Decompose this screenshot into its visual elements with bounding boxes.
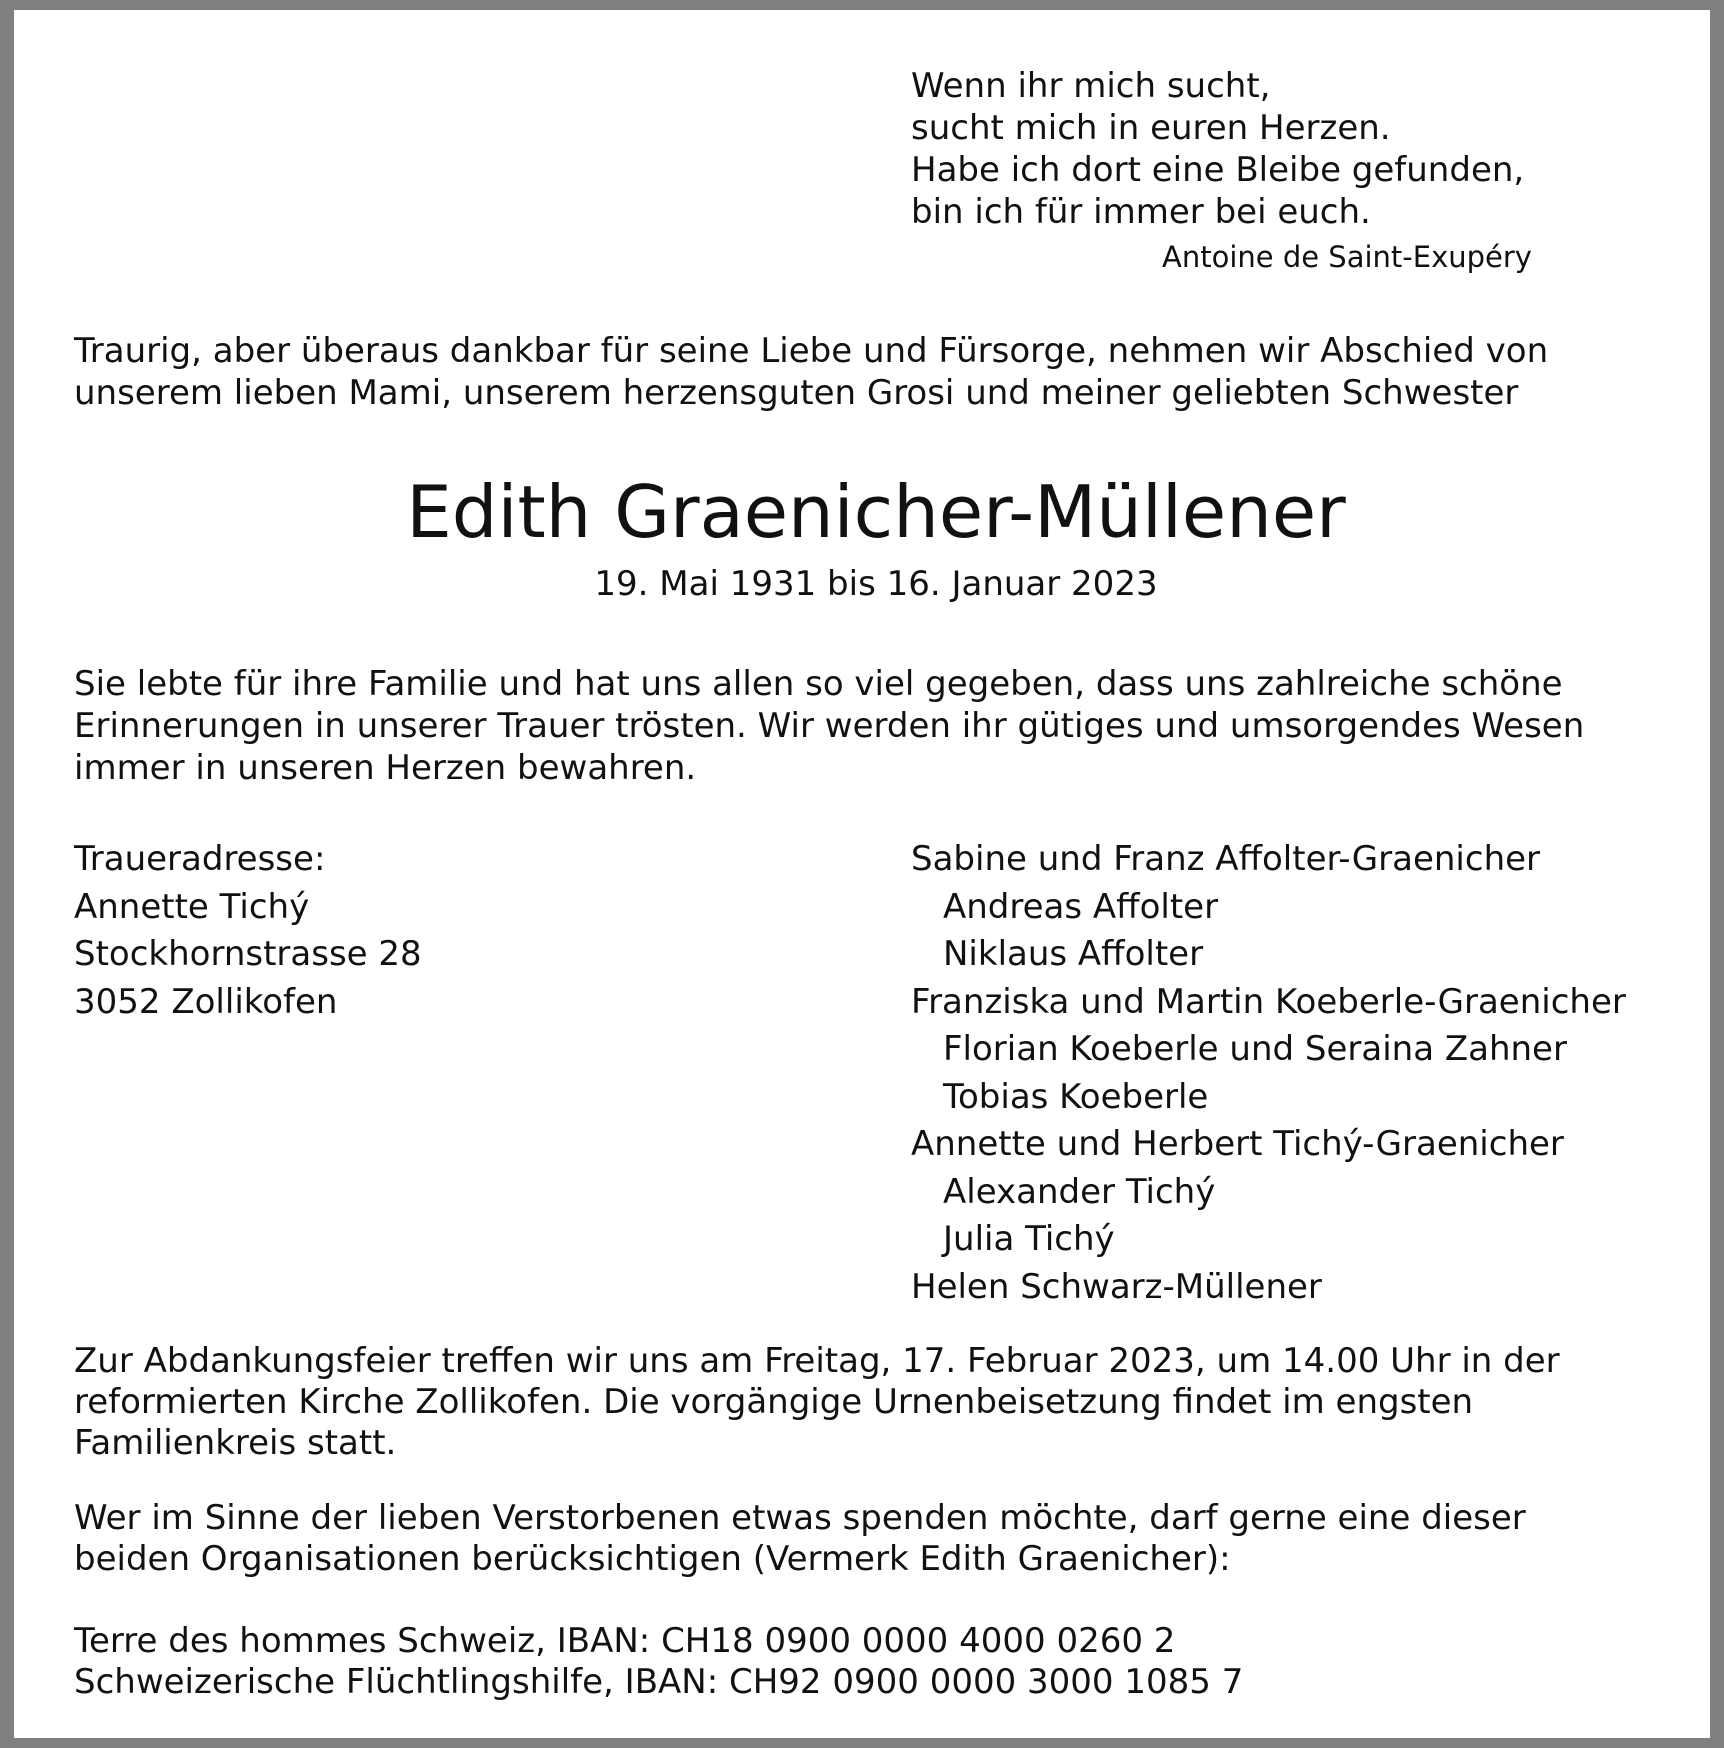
family-child: Niklaus Affolter (943, 934, 1204, 974)
funeral-notice (74, 1341, 1560, 1464)
funeral-line: Familienkreis statt. (74, 1423, 397, 1463)
funeral-line: Zur Abdankungsfeier treffen wir uns am Freitag, 17. Februar 2023, um 14.00 Uhr in der (74, 1341, 1560, 1381)
address-city: 3052 Zollikofen (74, 981, 338, 1022)
family-child: Tobias Koeberle (943, 1076, 1209, 1117)
mourning-address (74, 836, 422, 1026)
poem-line: sucht mich in euren Herzen. (911, 108, 1391, 148)
family-member: Annette und Herbert Tichý-Graenicher (911, 1124, 1564, 1164)
deceased-name: Edith Graenicher-Müllener (406, 470, 1346, 554)
intro-text (74, 330, 1548, 414)
tribute-line: immer in unseren Herzen bewahren. (74, 748, 697, 788)
poem-line: Wenn ihr mich sucht, (911, 66, 1271, 106)
intro-line: unserem lieben Mami, unserem herzensguten Grosi und meiner geliebten Schwester (74, 373, 1519, 413)
family-child: Julia Tichý (943, 1219, 1115, 1259)
donation-line: beiden Organisationen berücksichtigen (Vermerk Edith Graenicher): (74, 1539, 1231, 1579)
donation-notice (74, 1498, 1526, 1580)
intro-line: Traurig, aber überaus dankbar für seine Liebe und Fürsorge, nehmen wir Abschied von (74, 331, 1549, 371)
tribute-text (74, 663, 1584, 789)
poem-line: Habe ich dort eine Bleibe gefunden, (911, 150, 1525, 190)
poem-block (911, 65, 1524, 233)
family-member: Franziska und Martin Koeberle-Graenicher (911, 981, 1626, 1022)
tribute-line: Erinnerungen in unserer Trauer trösten. Wir werden ihr gütiges und umsorgendes Wesen (74, 706, 1585, 746)
poem-author: Antoine de Saint-Exupéry (1162, 240, 1532, 274)
life-dates: 19. Mai 1931 bis 16. Januar 2023 (594, 564, 1158, 604)
address-name: Annette Tichý (74, 886, 310, 927)
account-line: Terre des hommes Schweiz, IBAN: CH18 0900 0000 4000 0260 2 (74, 1621, 1176, 1661)
family-list (911, 836, 1626, 1311)
funeral-line: reformierten Kirche Zollikofen. Die vorgängige Urnenbeisetzung findet im engsten (74, 1382, 1474, 1422)
family-member: Sabine und Franz Affolter-Graenicher (911, 839, 1541, 879)
donation-accounts (74, 1621, 1243, 1703)
family-child: Florian Koeberle und Seraina Zahner (943, 1029, 1567, 1069)
address-street: Stockhornstrasse 28 (74, 934, 422, 974)
tribute-line: Sie lebte für ihre Familie und hat uns allen so viel gegeben, dass uns zahlreiche schöne (74, 664, 1563, 704)
family-child: Alexander Tichý (943, 1171, 1216, 1212)
address-label: Traueradresse: (74, 839, 326, 879)
poem-line: bin ich für immer bei euch. (911, 192, 1371, 232)
account-line: Schweizerische Flüchtlingshilfe, IBAN: CH92 0900 0000 3000 1085 7 (74, 1662, 1244, 1702)
family-member: Helen Schwarz-Müllener (911, 1266, 1322, 1307)
donation-line: Wer im Sinne der lieben Verstorbenen etwas spenden möchte, darf gerne eine dieser (74, 1498, 1526, 1538)
family-child: Andreas Affolter (943, 886, 1219, 927)
